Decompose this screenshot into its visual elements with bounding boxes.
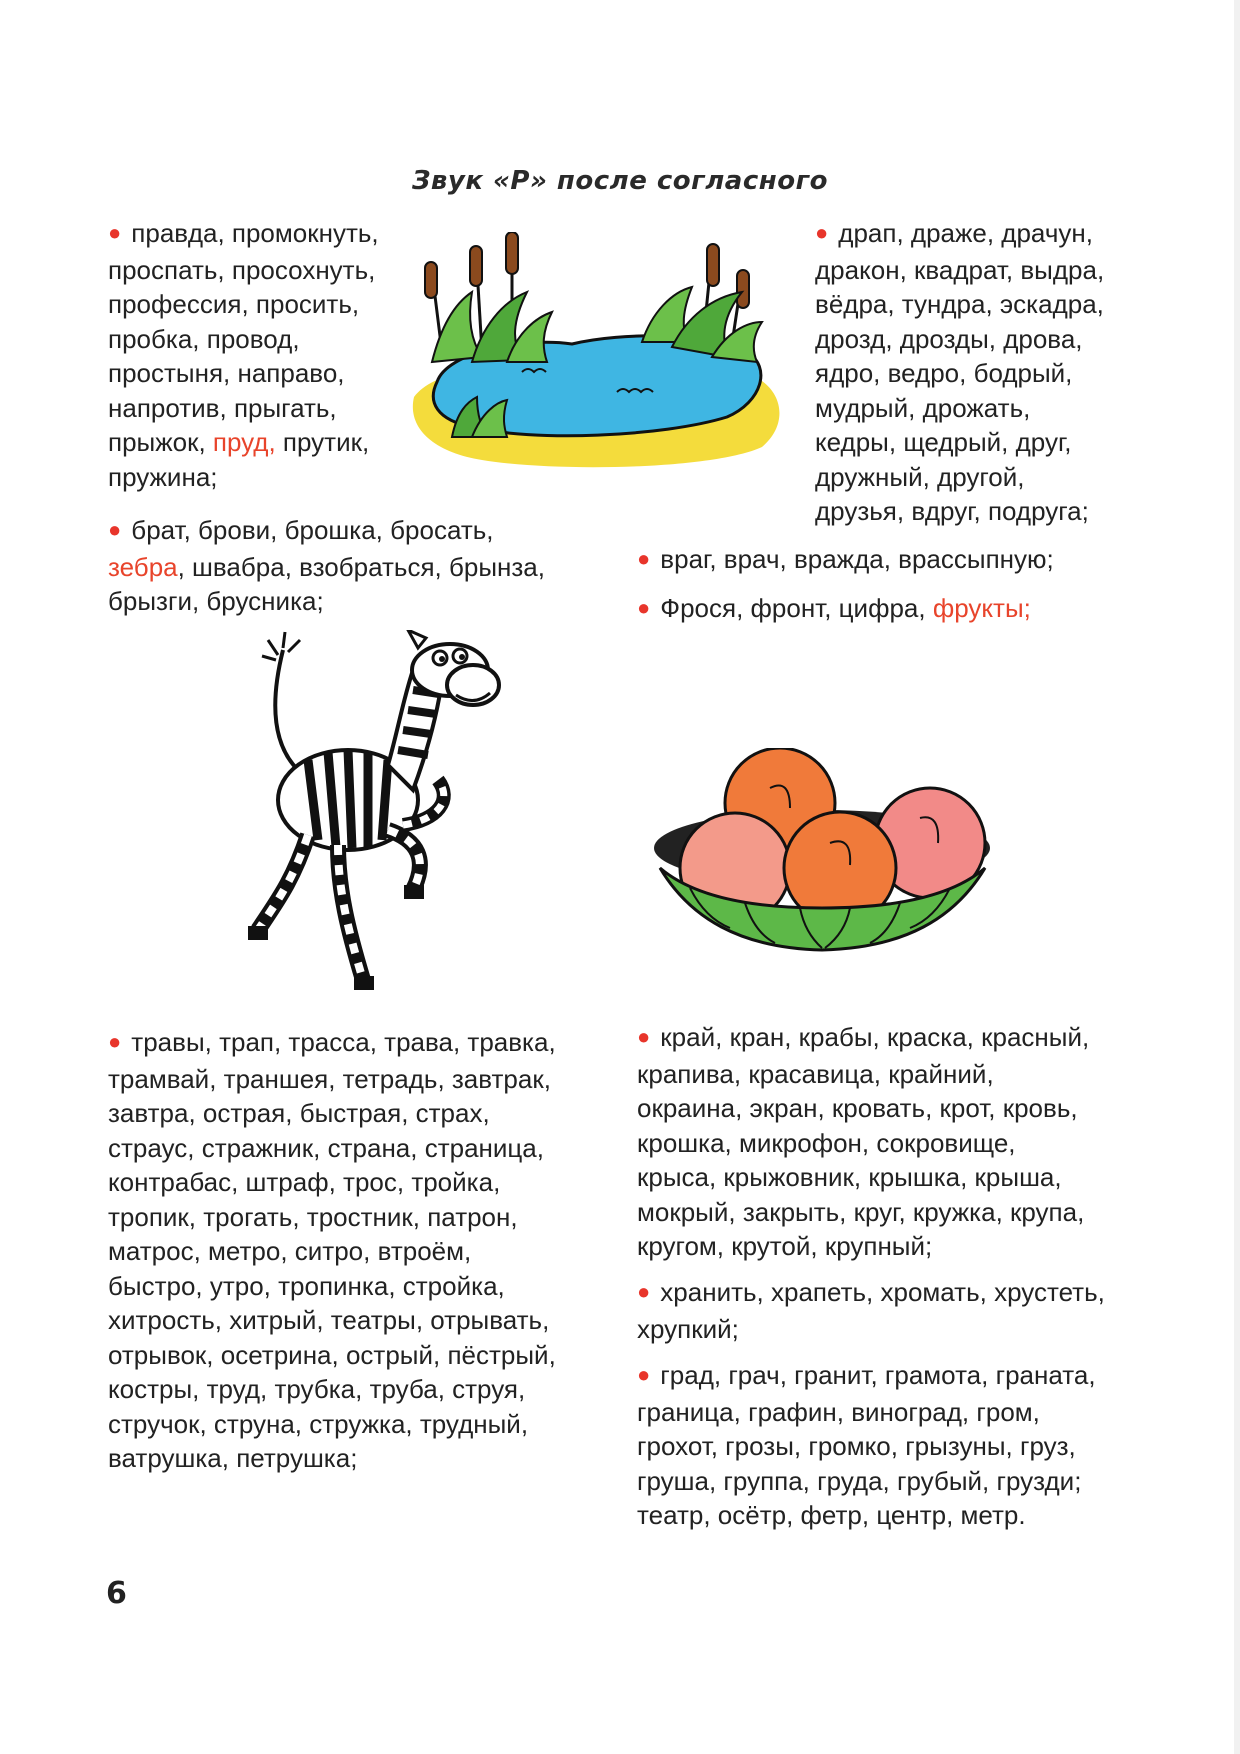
text-line: враг, врач, вражда, врассыпную; xyxy=(660,544,1054,574)
text-line: отрывок, осетрина, острый, пёстрый, xyxy=(108,1339,556,1370)
text-line: трамвай, траншея, тетрадь, завтрак, xyxy=(108,1063,551,1094)
text-line: кедры, щедрый, друг, xyxy=(815,427,1072,457)
text-line: друзья, вдруг, подруга; xyxy=(815,496,1089,526)
text-line: простыня, направо, xyxy=(108,358,345,388)
word-group-kr xyxy=(637,1020,1089,1264)
bullet-dot-icon: ● xyxy=(637,1362,651,1387)
text-line: мудрый, дрожать, xyxy=(815,392,1031,423)
text-line: театр, осётр, фетр, центр, метр. xyxy=(637,1500,1026,1530)
text-line: кругом, крутой, крупный; xyxy=(637,1231,933,1261)
text-line: брызги, брусника; xyxy=(108,586,324,616)
text-line: страус, стражник, страна, страница, xyxy=(108,1132,544,1163)
text-line: граница, графин, виноград, гром, xyxy=(637,1396,1040,1427)
text-line: окраина, экран, кровать, крот, кровь, xyxy=(637,1093,1078,1123)
highlighted-word: зебра xyxy=(108,551,178,582)
text-line: край, кран, крабы, краска, красный, xyxy=(660,1022,1090,1052)
word-group-pr xyxy=(108,216,379,494)
text-line: град, грач, гранит, грамота, граната, xyxy=(660,1360,1096,1390)
text-line: пробка, провод, xyxy=(108,323,300,354)
text-line: быстро, утро, тропинка, стройка, xyxy=(108,1270,505,1301)
text-line: крапива, красавица, крайний, xyxy=(637,1058,994,1089)
text-segment: , швабра, взобраться, брынза, xyxy=(177,551,545,582)
text-line: пружина; xyxy=(108,461,218,492)
text-line: правда, промокнуть, xyxy=(131,218,379,248)
bullet-dot-icon: ● xyxy=(108,220,122,245)
text-line: вёдра, тундра, эскадра, xyxy=(815,289,1104,319)
bullet-dot-icon: ● xyxy=(637,546,651,571)
text-line: брат, брови, брошка, бросать, xyxy=(131,515,494,545)
bullet-dot-icon: ● xyxy=(108,517,122,542)
text-line: матрос, метро, ситро, втроём, xyxy=(108,1236,472,1266)
text-line: дракон, квадрат, выдра, xyxy=(815,254,1105,285)
word-group-hr xyxy=(637,1275,1105,1346)
word-group-br xyxy=(108,513,545,619)
highlighted-word: фрукты; xyxy=(932,593,1031,623)
bullet-dot-icon: ● xyxy=(637,1024,651,1049)
text-line: дрозд, дрозды, дрова, xyxy=(815,323,1083,354)
text-line: стручок, струна, стружка, трудный, xyxy=(108,1408,529,1439)
text-line: профессия, просить, xyxy=(108,289,360,319)
text-line: напротив, прыгать, xyxy=(108,392,337,423)
text-line: крыса, крыжовник, крышка, крыша, xyxy=(637,1162,1062,1192)
text-line xyxy=(108,425,379,460)
text-line: дружный, другой, xyxy=(815,461,1025,492)
bullet-dot-icon: ● xyxy=(815,220,829,245)
text-line: мокрый, закрыть, круг, кружка, крупа, xyxy=(637,1196,1085,1227)
highlighted-word: пруд, xyxy=(212,427,276,457)
word-group-fr xyxy=(637,591,1031,628)
text-line: контрабас, штраф, трос, тройка, xyxy=(108,1167,501,1197)
page-title: Звук «Р» после согласного xyxy=(411,166,829,196)
bullet-dot-icon: ● xyxy=(108,1029,122,1054)
bullet-dot-icon: ● xyxy=(637,1279,651,1304)
text-line: хрупкий; xyxy=(637,1313,739,1344)
text-line: завтра, острая, быстрая, страх, xyxy=(108,1098,490,1128)
text-line: ватрушка, петрушка; xyxy=(108,1443,358,1473)
text-line: грохот, грозы, громко, грызуны, груз, xyxy=(637,1431,1076,1461)
page-edge xyxy=(1234,0,1240,1754)
word-group-gr xyxy=(637,1358,1096,1533)
pond-illustration xyxy=(412,232,792,472)
text-line: ядро, ведро, бодрый, xyxy=(815,358,1073,388)
zebra-illustration xyxy=(238,630,518,1002)
text-line: хранить, храпеть, хромать, хрустеть, xyxy=(660,1277,1105,1307)
text-line: травы, трап, трасса, трава, травка, xyxy=(131,1027,556,1057)
text-segment: Фрося, фронт, цифра, xyxy=(660,593,933,623)
text-line: костры, труд, трубка, труба, струя, xyxy=(108,1374,526,1404)
word-group-vr xyxy=(637,542,1054,579)
text-line: хитрость, хитрый, театры, отрывать, xyxy=(108,1305,550,1335)
word-group-tr xyxy=(108,1025,556,1476)
text-line: тропик, трогать, тростник, патрон, xyxy=(108,1201,518,1232)
fruit-bowl-illustration xyxy=(650,748,995,958)
page-number: 6 xyxy=(106,1576,127,1611)
bullet-dot-icon: ● xyxy=(637,595,651,620)
text-segment: прыжок, xyxy=(108,427,213,457)
text-line: крошка, микрофон, сокровище, xyxy=(637,1127,1016,1158)
text-line xyxy=(108,550,545,585)
text-line: драп, драже, драчун, xyxy=(838,218,1093,248)
text-line: проспать, просохнуть, xyxy=(108,254,376,285)
text-segment: прутик, xyxy=(275,427,370,457)
text-line: груша, группа, груда, грубый, грузди; xyxy=(637,1465,1082,1496)
word-group-dr xyxy=(815,216,1104,529)
